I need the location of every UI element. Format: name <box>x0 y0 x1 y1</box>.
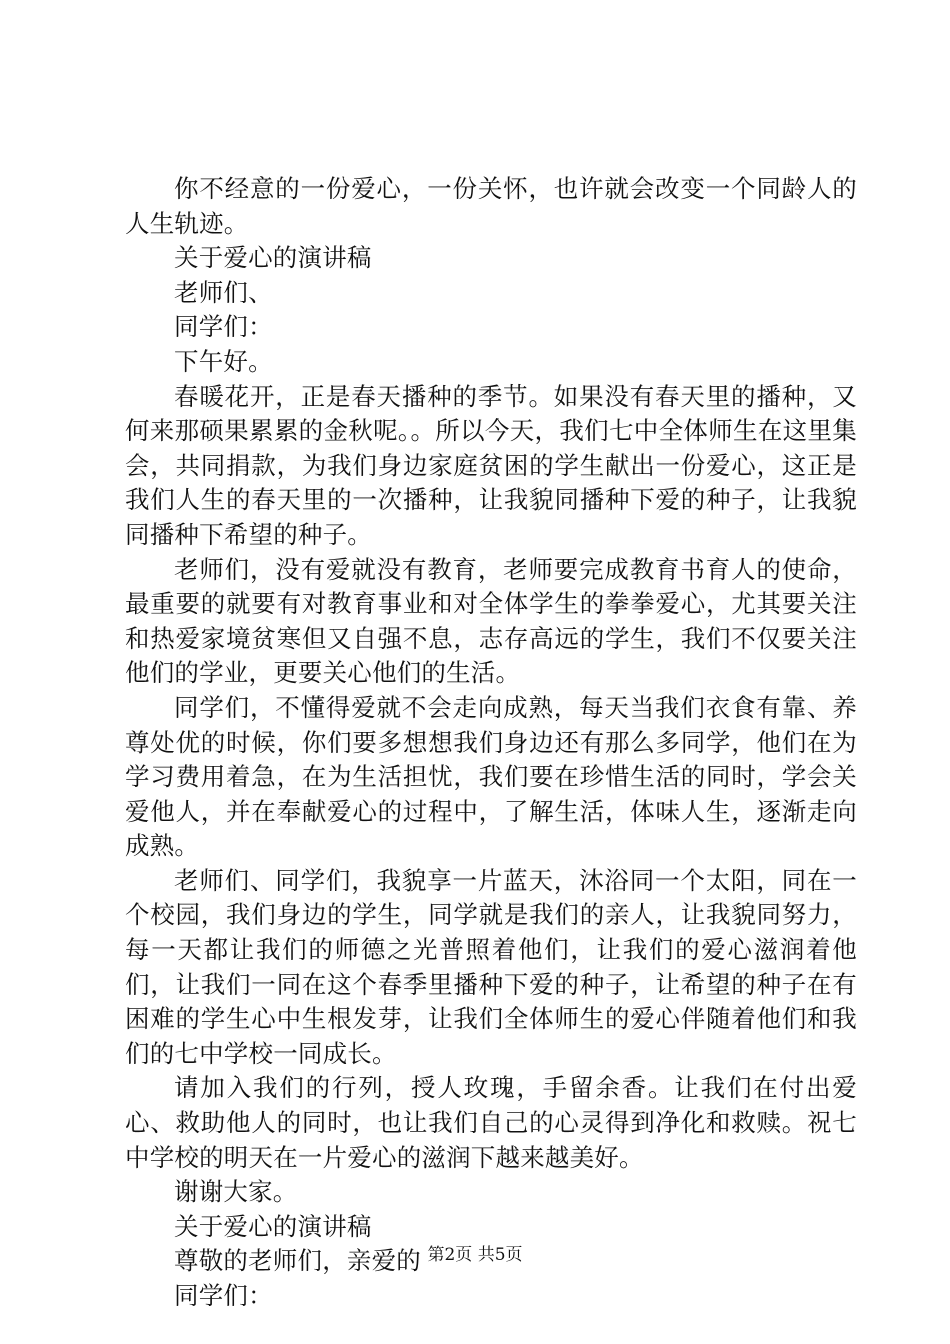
salutation-teachers: 老师们、 <box>174 277 273 307</box>
body-paragraph: 老师们、同学们，我貌享一片蓝天，沐浴同一个太阳，同在一个校园，我们身边的学生，同学就是我们的亲人，让我貌同努力，每一天都让我们的师德之光普照着他们，让我们的爱心滋润着他们，让我们一同在这个春季里播种下爱的种子，让希望的种子在有困难的学生心中生根发芽，让我们全体师生的爱心伴随着他们和我们的七中学校一同成长。 <box>125 865 857 1068</box>
body-paragraph: 老师们，没有爱就没有教育，老师要完成教育书育人的使命，最重要的就要有对教育事业和对全体学生的拳拳爱心，尤其要关注和热爱家境贫寒但又自强不息，志存高远的学生，我们不仅要关注他们的学业，更要关心他们的生活。 <box>125 554 857 688</box>
salutation: 尊敬的老师们，亲爱的 <box>174 1246 421 1276</box>
speech-title: 关于爱心的演讲稿 <box>174 1211 372 1241</box>
closing-thanks: 谢谢大家。 <box>174 1177 298 1207</box>
greeting: 下午好。 <box>174 346 273 376</box>
body-paragraph: 春暖花开，正是春天播种的季节。如果没有春天里的播种，又何来那硕果累累的金秋呢。。所以今天，我们七中全体师生在这里集会，共同捐款，为我们身边家庭贫困的学生献出一份爱心，这正是我们人生的春天里的一次播种，让我貌同播种下爱的种子，让我貌同播种下希望的种子。 <box>125 381 857 549</box>
salutation-students: 同学们： <box>174 312 273 342</box>
body-paragraph: 同学们，不懂得爱就不会走向成熟，每天当我们衣食有靠、养尊处优的时候，你们要多想想我们身边还有那么多同学，他们在为学习费用着急，在为生活担忧，我们要在珍惜生活的同时，学会关爱他人，并在奉献爱心的过程中，了解生活，体味人生，逐渐走向成熟。 <box>125 692 857 861</box>
salutation-students: 同学们： <box>174 1281 273 1310</box>
speech-title: 关于爱心的演讲稿 <box>174 243 372 273</box>
page-number-footer: 第2页 共5页 <box>427 1245 523 1265</box>
document-body <box>125 172 857 1314</box>
body-paragraph: 你不经意的一份爱心，一份关怀，也许就会改变一个同龄人的人生轨迹。 <box>125 174 857 238</box>
body-paragraph: 请加入我们的行列，授人玫瑰，手留余香。让我们在付出爱心、救助他人的同时，也让我们自己的心灵得到净化和救赎。祝七中学校的明天在一片爱心的滋润下越来越美好。 <box>125 1073 857 1172</box>
